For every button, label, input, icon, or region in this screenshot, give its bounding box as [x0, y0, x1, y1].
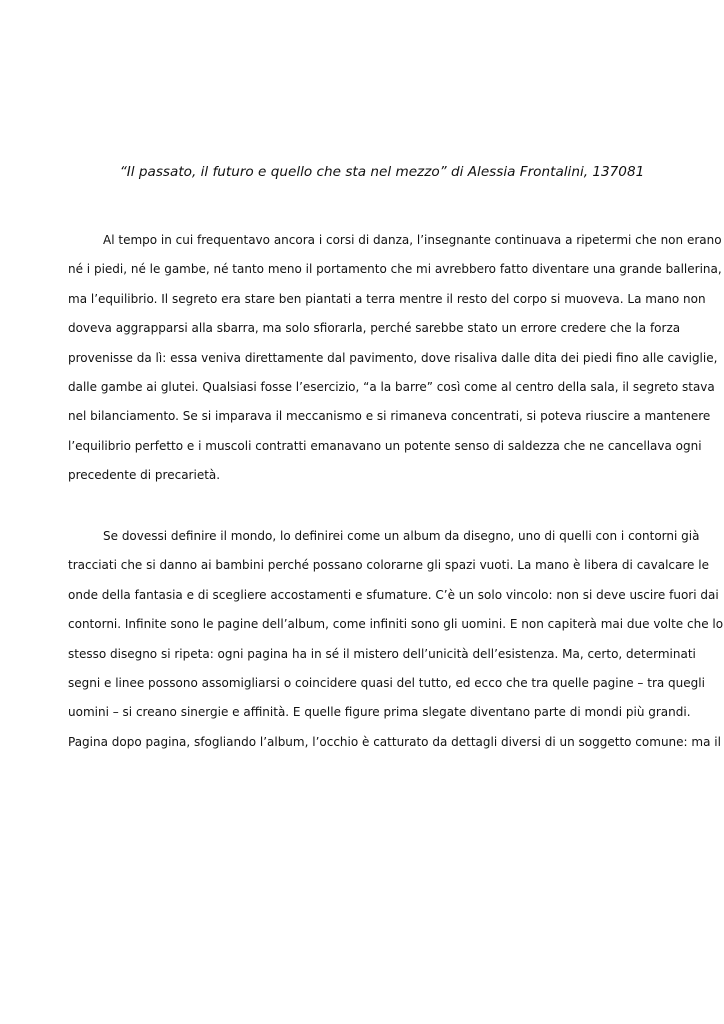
paragraph-1 — [68, 226, 722, 491]
document-title: “Il passato, il futuro e quello che sta nel mezzo” di Alessia Frontalini, 137081 — [119, 164, 645, 180]
paragraph-1-line: né i piedi, né le gambe, né tanto meno il portamento che mi avrebbero fatto diventare una grande ballerina, — [68, 262, 722, 277]
paragraph-2-line: uomini – si creano sinergie e affinità. E quelle figure prima slegate diventano parte di mondi più grandi. — [68, 705, 691, 720]
paragraph-2-line: stesso disegno si ripeta: ogni pagina ha in sé il mistero dell’unicità dell’esistenza. Ma, certo, determinati — [68, 646, 696, 661]
paragraph-2-line: onde della fantasia e di scegliere accostamenti e sfumature. C’è un solo vincolo: non si deve uscire fuori dai — [68, 587, 719, 602]
paragraph-1-line: l’equilibrio perfetto e i muscoli contratti emanavano un potente senso di saldezza che ne cancellava ogni — [68, 438, 702, 453]
paragraph-2-line: tracciati che si danno ai bambini perché possano colorarne gli spazi vuoti. La mano è libera di cavalcare le — [68, 558, 709, 573]
paragraph-2-line: Se dovessi definire il mondo, lo definirei come un album da disegno, uno di quelli con i contorni già — [103, 529, 700, 543]
paragraph-1-line: dalle gambe ai glutei. Qualsiasi fosse l’esercizio, “a la barre” così come al centro della sala, il segreto stava — [68, 379, 715, 394]
paragraph-2-line: contorni. Infinite sono le pagine dell’album, come infiniti sono gli uomini. E non capiterà mai due volte che lo — [68, 617, 724, 632]
paragraph-1-line: nel bilanciamento. Se si imparava il meccanismo e si rimaneva concentrati, si poteva riuscire a mantenere — [68, 409, 711, 424]
paragraph-1-line: doveva aggrapparsi alla sbarra, ma solo sfiorarla, perché sarebbe stato un errore credere che la forza — [68, 321, 681, 336]
paragraph-1-line: precedente di precarietà. — [68, 468, 221, 483]
paragraph-2-line: segni e linee possono assomigliarsi o coincidere quasi del tutto, ed ecco che tra quelle pagine – tra quegli — [68, 675, 705, 690]
paragraph-1-line: provenisse da lì: essa veniva direttamente dal pavimento, dove risaliva dalle dita dei piedi fino alle caviglie, — [68, 350, 718, 365]
paragraph-1-line: ma l’equilibrio. Il segreto era stare ben piantati a terra mentre il resto del corpo si muoveva. La mano non — [68, 291, 706, 306]
paragraph-1-line: Al tempo in cui frequentavo ancora i corsi di danza, l’insegnante continuava a ripetermi che non erano — [103, 233, 722, 247]
paragraph-2-line: Pagina dopo pagina, sfogliando l’album, l’occhio è catturato da dettagli diversi di un soggetto comune: ma il — [68, 734, 721, 749]
paragraph-2 — [68, 522, 724, 757]
